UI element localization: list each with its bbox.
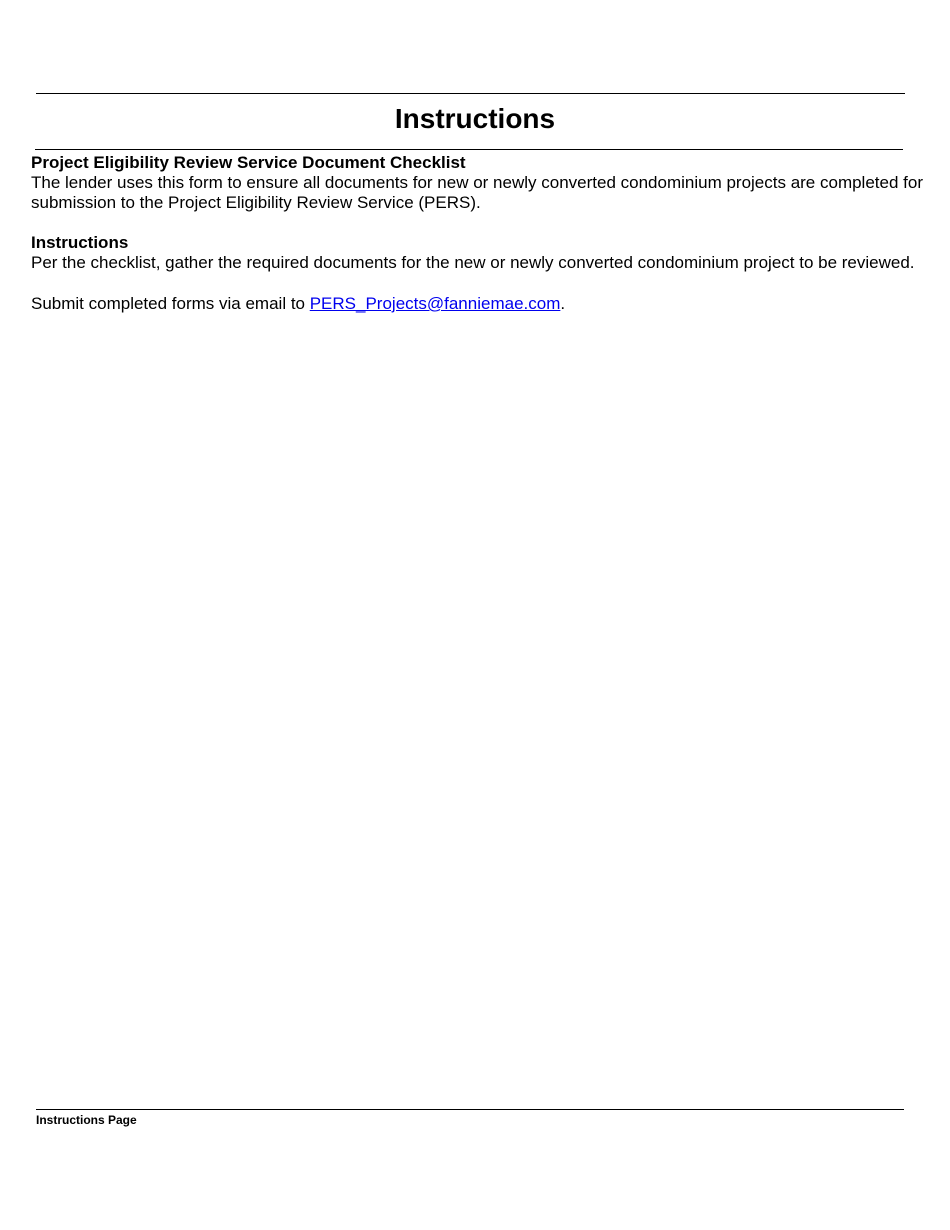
- document-body: [31, 153, 936, 314]
- page-title: Instructions: [394, 103, 556, 134]
- submit-instructions: [31, 294, 936, 314]
- instructions-description: Per the checklist, gather the required documents for the new or newly converted condominium project to be reviewed.: [31, 253, 915, 272]
- title-divider: [35, 149, 903, 150]
- footer-page-label: Instructions Page: [36, 1113, 137, 1127]
- checklist-description-line-1: The lender uses this form to ensure all documents for new or newly converted condominium projects are completed for: [31, 173, 923, 192]
- checklist-description-line-2: submission to the Project Eligibility Review Service (PERS).: [31, 193, 481, 212]
- paragraph-spacer: [31, 213, 936, 233]
- submit-suffix: .: [560, 294, 566, 313]
- instructions-heading: Instructions: [31, 233, 129, 252]
- checklist-heading: Project Eligibility Review Service Document Checklist: [31, 153, 466, 172]
- footer-divider: [36, 1109, 904, 1110]
- paragraph-spacer: [31, 273, 936, 294]
- submit-prefix: Submit completed forms via email to: [31, 294, 310, 313]
- top-divider: [36, 93, 905, 94]
- email-link[interactable]: PERS_Projects@fanniemae.com: [309, 294, 561, 313]
